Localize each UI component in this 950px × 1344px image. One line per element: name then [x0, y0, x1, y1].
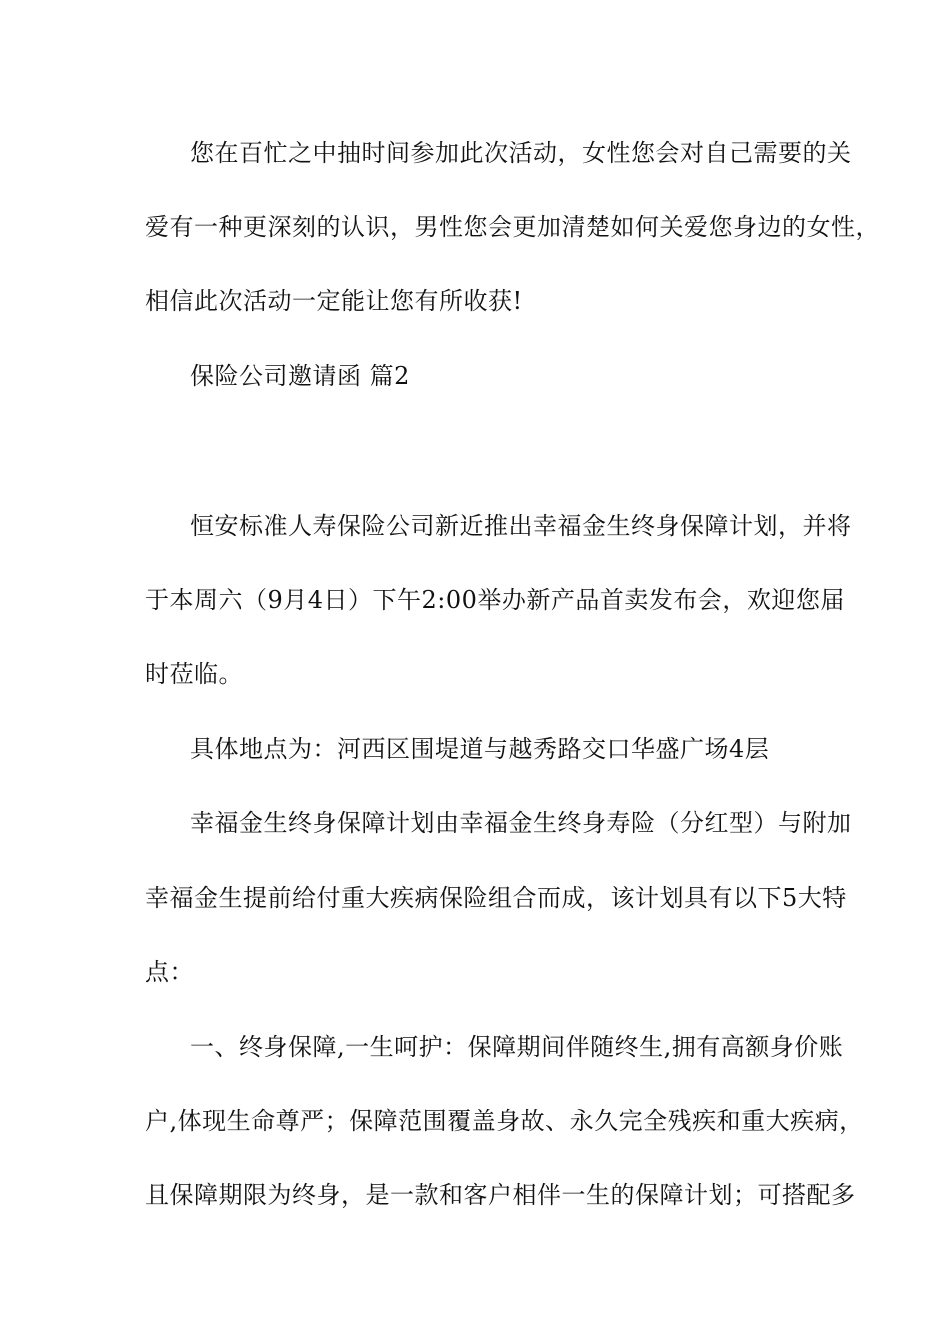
paragraph-line: 幸福金生提前给付重大疾病保险组合而成，该计划具有以下5大特 — [145, 884, 847, 912]
paragraph-line: 具体地点为：河西区围堤道与越秀路交口华盛广场4层 — [190, 735, 770, 763]
paragraph-line: 时莅临。 — [145, 660, 243, 688]
paragraph-line: 一、终身保障,一生呵护：保障期间伴随终生,拥有高额身价账 — [190, 1033, 844, 1061]
paragraph-line: 爱有一种更深刻的认识，男性您会更加清楚如何关爱您身边的女性， — [145, 213, 880, 241]
paragraph-line: 相信此次活动一定能让您有所收获! — [145, 287, 523, 315]
paragraph-line: 且保障期限为终身，是一款和客户相伴一生的保障计划；可搭配多 — [145, 1181, 856, 1209]
paragraph-line: 幸福金生终身保障计划由幸福金生终身寿险（分红型）与附加 — [190, 809, 852, 837]
section-heading: 保险公司邀请函 篇2 — [190, 362, 410, 390]
paragraph-line: 恒安标准人寿保险公司新近推出幸福金生终身保障计划，并将 — [190, 512, 852, 540]
paragraph-line: 于本周六（9月4日）下午2:00举办新产品首卖发布会，欢迎您届 — [145, 586, 845, 614]
paragraph-line: 户,体现生命尊严；保障范围覆盖身故、永久完全残疾和重大疾病， — [145, 1107, 864, 1135]
paragraph-line: 点： — [145, 958, 194, 986]
paragraph-line: 您在百忙之中抽时间参加此次活动，女性您会对自己需要的关 — [190, 139, 852, 167]
